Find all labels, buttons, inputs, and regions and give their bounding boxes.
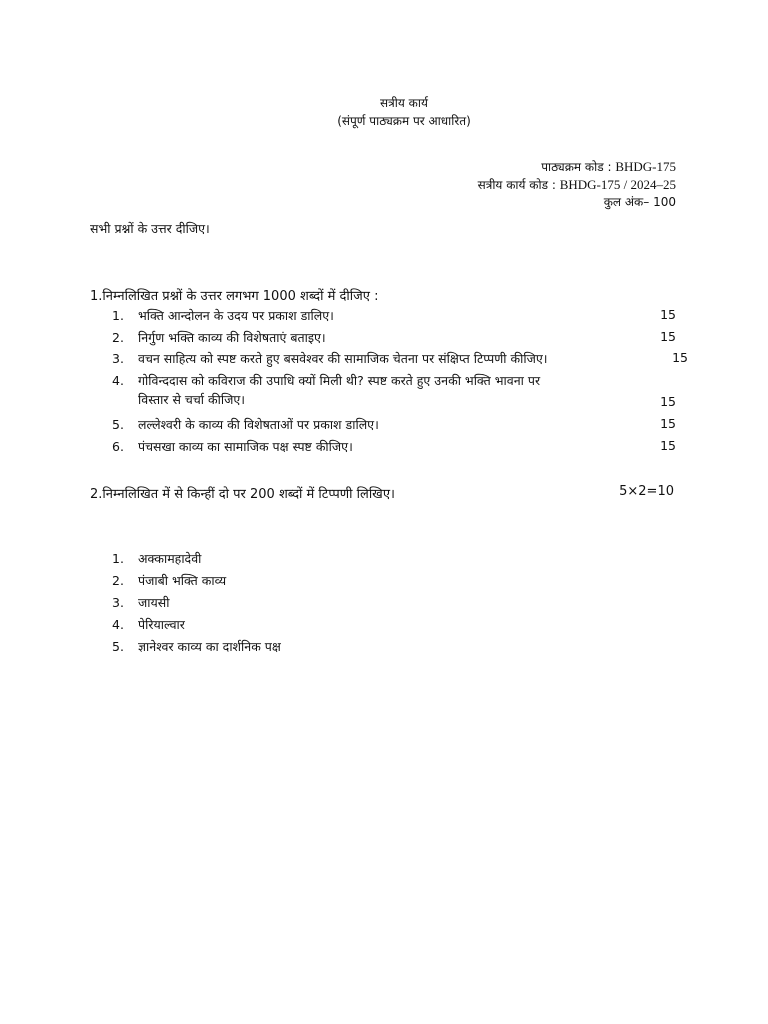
question-item [112, 329, 680, 346]
topic-number: 4. [112, 617, 124, 632]
total-marks-line [604, 193, 676, 210]
question-marks: 15 [660, 416, 676, 431]
topic-number: 2. [112, 573, 124, 588]
question-number: 1. [112, 308, 124, 323]
question-text: लल्लेश्वरी के काव्य की विशेषताओं पर प्रकाश डालिए। [138, 417, 379, 432]
topic-item [112, 638, 281, 655]
topic-item [112, 594, 169, 611]
question-marks: 15 [660, 394, 676, 409]
topic-text: ज्ञानेश्वर काव्य का दार्शनिक पक्ष [138, 639, 281, 654]
course-code-value: BHDG-175 [615, 159, 676, 174]
question-number: 4. [112, 373, 124, 388]
topic-text: अक्कामहादेवी [138, 551, 202, 566]
assignment-code-value: BHDG-175 / 2024–25 [559, 177, 676, 192]
section2-heading: 2.निम्नलिखित में से किन्हीं दो पर 200 शब्दों में टिप्पणी लिखिए। [90, 487, 395, 502]
question-item [112, 372, 680, 408]
question-text: निर्गुण भक्ति काव्य की विशेषताएं बताइए। [138, 330, 326, 345]
question-text: भक्ति आन्दोलन के उदय पर प्रकाश डालिए। [138, 308, 334, 323]
topic-item [112, 616, 185, 633]
topic-number: 3. [112, 595, 124, 610]
question-number: 3. [112, 351, 124, 366]
question-item [112, 438, 680, 455]
question-item [112, 307, 680, 324]
topic-item [112, 550, 201, 567]
question-marks: 15 [660, 307, 676, 322]
question-number: 6. [112, 439, 124, 454]
course-code-line [541, 158, 676, 175]
question-marks: 15 [660, 329, 676, 344]
topic-number: 5. [112, 639, 124, 654]
assignment-code-line [478, 176, 676, 193]
page-title: सत्रीय कार्य [380, 96, 428, 110]
course-code-label: पाठ्यक्रम कोड : [541, 160, 616, 174]
section2-marks: 5×2=10 [619, 484, 674, 499]
question-number: 5. [112, 417, 124, 432]
general-instruction: सभी प्रश्नों के उत्तर दीजिए। [90, 221, 210, 236]
question-number: 2. [112, 330, 124, 345]
question-item [112, 416, 680, 433]
total-marks-label: कुल अंक– [603, 195, 654, 209]
question-item [112, 350, 692, 367]
assignment-code-label: सत्रीय कार्य कोड : [477, 178, 560, 192]
question-marks: 15 [660, 438, 676, 453]
page-subtitle: (संपूर्ण पाठ्यक्रम पर आधारित) [337, 114, 471, 128]
topic-number: 1. [112, 551, 124, 566]
topic-text: पंजाबी भक्ति काव्य [138, 573, 227, 588]
topic-item [112, 572, 226, 589]
question-text: गोविन्ददास को कविराज की उपाधि क्यों मिली थी? स्पष्ट करते हुए उनकी भक्ति भावना पर [138, 373, 541, 388]
question-marks: 15 [672, 350, 688, 365]
total-marks-value: 100 [653, 195, 676, 209]
question-text: पंचसखा काव्य का सामाजिक पक्ष स्पष्ट कीजिए। [138, 439, 353, 454]
topic-text: जायसी [138, 595, 170, 610]
section1-heading: 1.निम्नलिखित प्रश्नों के उत्तर लगभग 1000 शब्दों में दीजिए : [90, 289, 379, 304]
question-text: वचन साहित्य को स्पष्ट करते हुए बसवेश्वर की सामाजिक चेतना पर संक्षिप्त टिप्पणी कीजिए। [138, 351, 548, 366]
question-text-continued: विस्तार से चर्चा कीजिए। [138, 392, 246, 407]
topic-text: पेरियाल्वार [138, 617, 185, 632]
